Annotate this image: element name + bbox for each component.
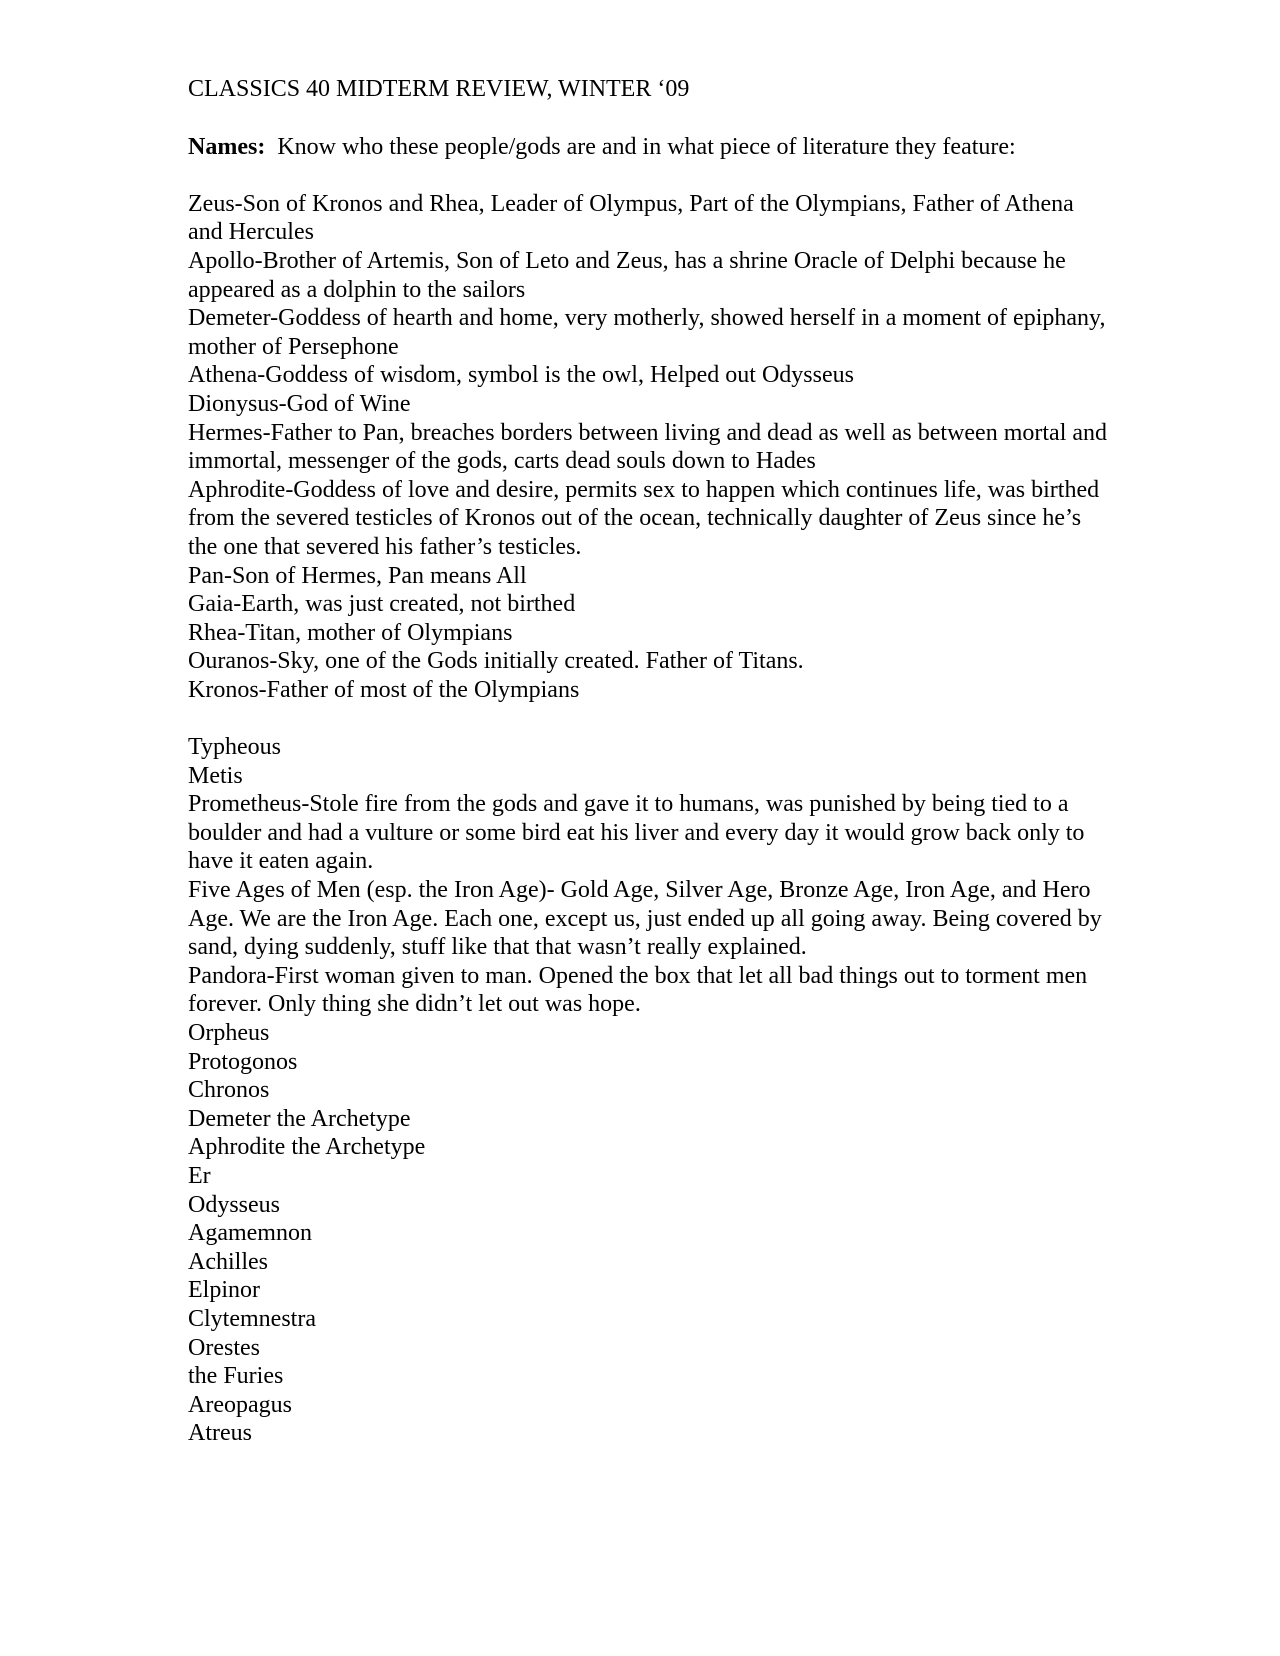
name-entry: Orpheus [188, 1020, 270, 1046]
document-title: CLASSICS 40 MIDTERM REVIEW, WINTER ‘09 [188, 76, 690, 102]
name-entry: Pandora-First woman given to man. Opened the box that let all bad things out to torment men forever. Only thing she didn’t let out was hope. [188, 962, 1088, 1018]
name-entry: Chronos [188, 1077, 270, 1104]
name-entry: Demeter the Archetype [188, 1105, 411, 1132]
name-entry: Gaia-Earth, was just created, not birthed [188, 591, 576, 618]
name-entry: Achilles [188, 1248, 268, 1275]
name-entry: Demeter-Goddess of hearth and home, very motherly, showed herself in a moment of epiphany, mother of Persephone [188, 305, 1106, 360]
name-entry: Clytemnestra [188, 1305, 316, 1332]
name-entry: Odysseus [188, 1191, 281, 1218]
names-instruction: Know who these people/gods are and in what piece of literature they feature: [265, 133, 1016, 160]
name-entry: Hermes-Father to Pan, breaches borders between living and dead as well as between mortal and immortal, messenger of the gods, carts dead souls down to Hades [188, 419, 1108, 475]
name-entry: Protogonos [188, 1048, 298, 1075]
names-group-1 [188, 190, 1108, 705]
name-entry: Athena-Goddess of wisdom, symbol is the owl, Helped out Odysseus [188, 362, 854, 389]
name-entry: Ouranos-Sky, one of the Gods initially created. Father of Titans. [188, 648, 804, 675]
names-label: Names: [188, 133, 266, 160]
blank-line [188, 704, 1108, 733]
name-entry: Areopagus [188, 1391, 292, 1418]
name-entry: Rhea-Titan, mother of Olympians [188, 619, 513, 646]
name-entry: Prometheus-Stole fire from the gods and gave it to humans, was punished by being tied to a boulder and had a vulture or some bird eat his liver and every day it would grow back only to have it eaten again. [188, 791, 1085, 875]
name-entry: Aphrodite-Goddess of love and desire, permits sex to happen which continues life, was birthed from the severed testicles of Kronos out of the ocean, technically daughter of Zeus since he’s the one that severed his father’s testicles. [188, 476, 1100, 560]
name-entry: Zeus-Son of Kronos and Rhea, Leader of Olympus, Part of the Olympians, Father of Athena and Hercules [188, 190, 1074, 246]
name-entry: Atreus [188, 1420, 252, 1447]
name-entry: the Furies [188, 1363, 284, 1390]
name-entry: Aphrodite the Archetype [188, 1134, 426, 1161]
name-entry: Er [188, 1162, 211, 1189]
blank-line [188, 161, 1108, 190]
name-entry: Pan-Son of Hermes, Pan means All [188, 562, 527, 589]
name-entry: Apollo-Brother of Artemis, Son of Leto and Zeus, has a shrine Oracle of Delphi because he appeared as a dolphin to the sailors [188, 247, 1066, 303]
name-entry: Elpinor [188, 1277, 260, 1304]
document-body [188, 75, 1108, 1448]
name-entry: Dionysus-God of Wine [188, 390, 411, 417]
name-entry: Typheous [188, 734, 281, 761]
name-entry: Five Ages of Men (esp. the Iron Age)- Gold Age, Silver Age, Bronze Age, Iron Age, and Hero Age. We are the Iron Age. Each one, except us, just ended up all going away. Being covered by sand, dying suddenly, stuff like that that wasn’t really explained. [188, 877, 1102, 961]
names-instruction-line [188, 133, 1108, 162]
names-group-2 [188, 733, 1108, 1448]
name-entry: Agamemnon [188, 1220, 312, 1247]
name-entry: Kronos-Father of most of the Olympians [188, 676, 580, 703]
name-entry: Orestes [188, 1334, 260, 1361]
name-entry: Metis [188, 762, 243, 789]
